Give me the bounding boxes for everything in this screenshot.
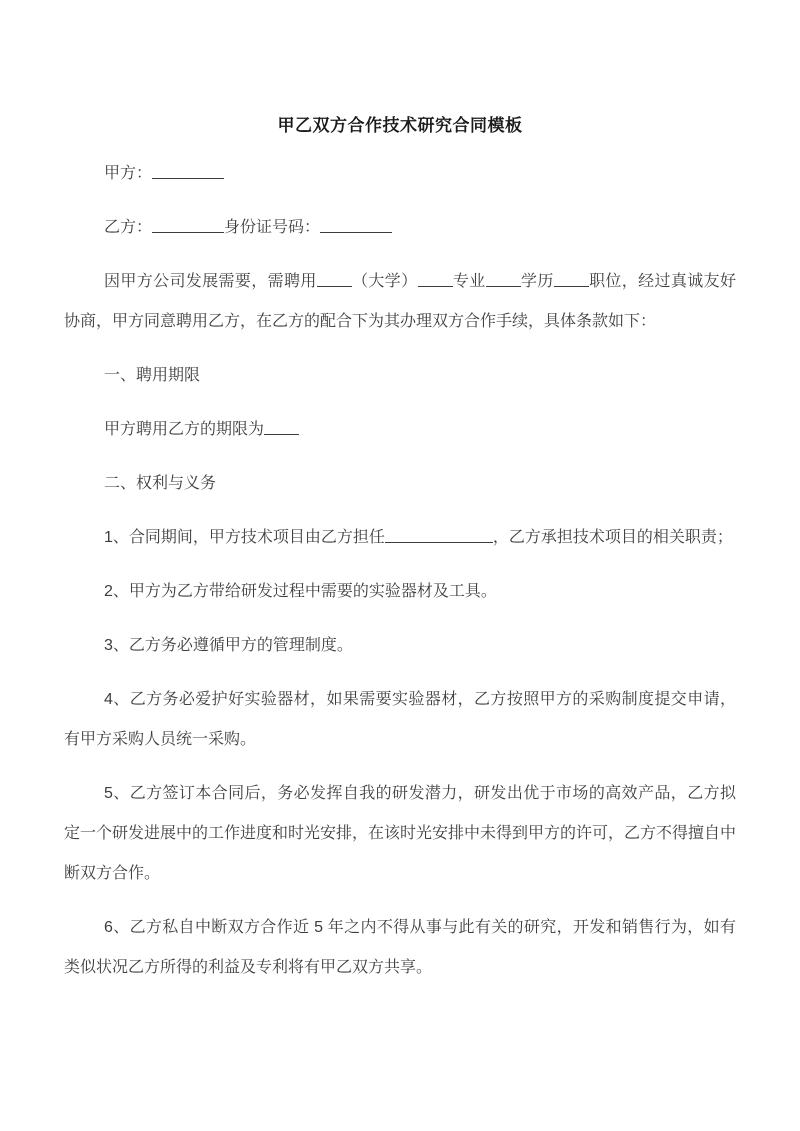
fill-in-blank — [554, 284, 589, 287]
party-a-line — [64, 154, 736, 194]
text-run: 因甲方公司发展需要，需聘用 — [104, 273, 317, 290]
text-run: 乙方： — [104, 219, 153, 236]
item-6 — [64, 908, 736, 988]
text-run: 6、乙方私自中断双方合作近 5 年之内不得从事与此有关的研究，开发和销售行为，如有类似状况乙方所得的利益及专利将有甲乙双方共享。 — [64, 919, 736, 976]
text-run: 学历 — [520, 273, 554, 290]
text-run: 甲方聘用乙方的期限为 — [104, 421, 265, 438]
section-1-heading — [64, 356, 736, 396]
fill-in-blank — [317, 284, 352, 287]
text-run: 一、聘用期限 — [104, 367, 201, 384]
item-4 — [64, 680, 736, 760]
text-run: ，乙方承担技术项目的相关职责； — [492, 529, 733, 546]
text-run: 3、乙方务必遵循甲方的管理制度。 — [104, 637, 353, 654]
document-body — [64, 154, 736, 988]
text-run: 1、合同期间，甲方技术项目由乙方担任 — [104, 529, 385, 546]
intro-paragraph — [64, 262, 736, 342]
text-run: （大学） — [351, 273, 418, 290]
party-b-line — [64, 208, 736, 248]
item-5 — [64, 774, 736, 894]
text-run: 职位，经过真诚友好协商，甲方同意聘用乙方，在乙方的配合下为其办理双方合作手续，具体条款如下： — [64, 273, 736, 330]
text-run: 2、甲方为乙方带给研发过程中需要的实验器材及工具。 — [104, 583, 497, 600]
item-1 — [64, 518, 736, 558]
item-3 — [64, 626, 736, 666]
text-run: 身份证号码： — [224, 219, 321, 236]
text-run: 二、权利与义务 — [104, 475, 217, 492]
text-run: 专业 — [452, 273, 486, 290]
fill-in-blank — [152, 176, 224, 179]
employment-term-line — [64, 410, 736, 450]
fill-in-blank — [152, 230, 224, 233]
text-run: 4、乙方务必爱护好实验器材，如果需要实验器材，乙方按照甲方的采购制度提交申请，有甲方采购人员统一采购。 — [64, 691, 736, 748]
fill-in-blank — [385, 540, 493, 543]
text-run: 5、乙方签订本合同后，务必发挥自我的研发潜力，研发出优于市场的高效产品，乙方拟定一个研发进展中的工作进度和时光安排，在该时光安排中未得到甲方的许可，乙方不得擅自中断双方合作。 — [64, 785, 737, 882]
fill-in-blank — [486, 284, 521, 287]
document-title: 甲乙双方合作技术研究合同模板 — [277, 116, 523, 135]
text-run: 甲方： — [104, 165, 153, 182]
item-2 — [64, 572, 736, 612]
fill-in-blank — [264, 432, 299, 435]
section-2-heading — [64, 464, 736, 504]
fill-in-blank — [418, 284, 453, 287]
fill-in-blank — [320, 230, 392, 233]
